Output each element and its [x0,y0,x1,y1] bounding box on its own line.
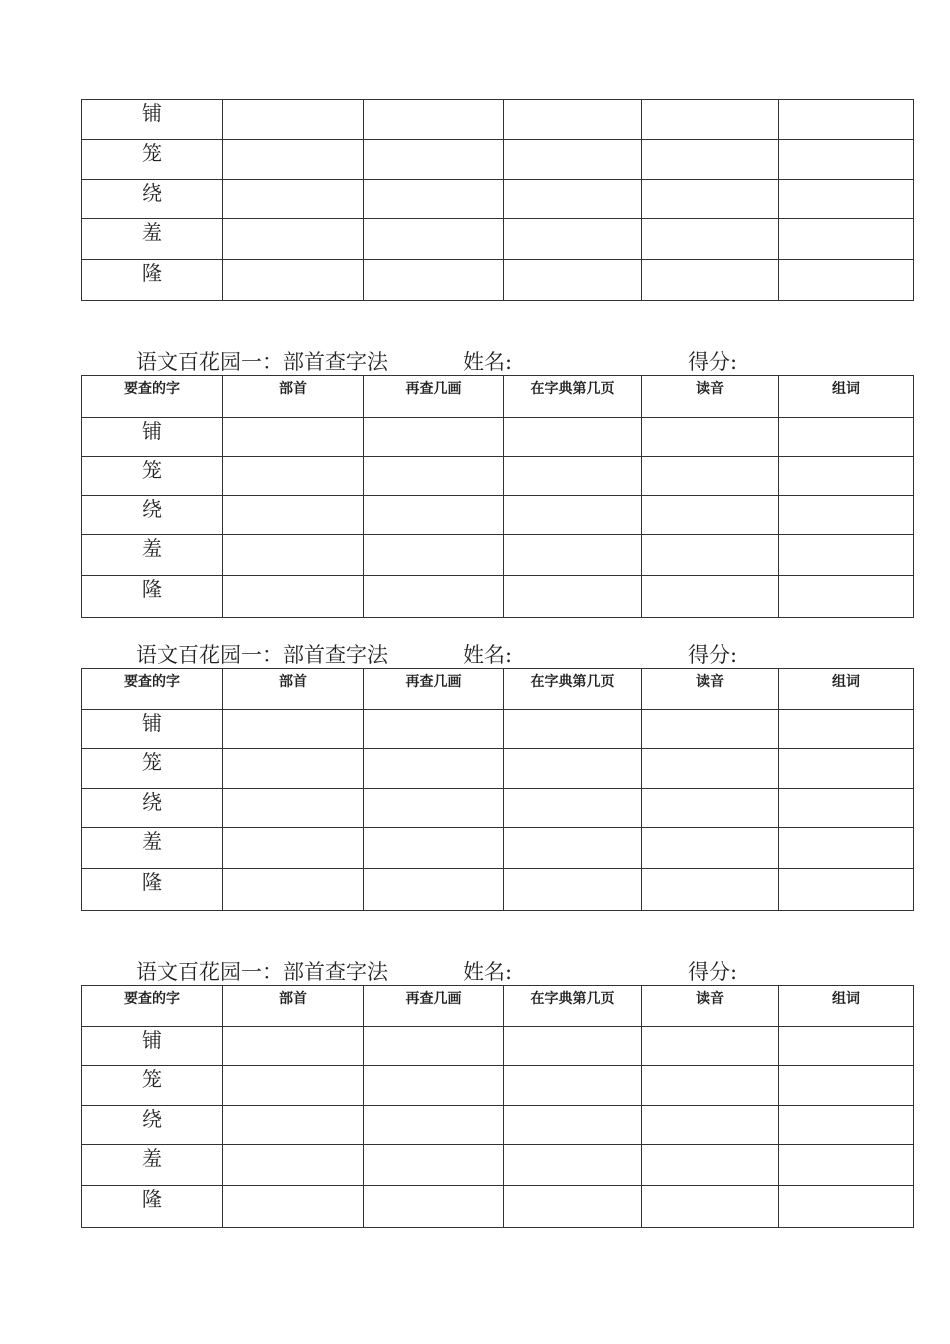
score-label: 得分: [688,643,738,667]
pronunciation-cell[interactable] [642,749,779,789]
header-radical: 部首 [223,986,364,1027]
header-character: 要查的字 [82,376,223,418]
character-cell: 铺 [82,100,223,140]
stroke-count-cell[interactable] [364,1066,504,1106]
table-row [82,869,914,911]
stroke-count-cell[interactable] [364,496,504,535]
page-number-cell[interactable] [504,869,642,911]
radical-cell[interactable] [223,1145,364,1186]
pronunciation-cell[interactable] [642,418,779,457]
page-number-cell[interactable] [504,457,642,496]
radical-cell[interactable] [223,1186,364,1228]
word-cell[interactable] [779,457,914,496]
header-page-number: 在字典第几页 [504,376,642,418]
name-label: 姓名: [463,960,513,984]
page-number-cell[interactable] [504,789,642,828]
radical-cell[interactable] [223,749,364,789]
radical-cell[interactable] [223,140,364,180]
header-character: 要查的字 [82,986,223,1027]
header-page-number: 在字典第几页 [504,986,642,1027]
header-row [82,376,914,418]
character-cell: 隆 [82,1186,223,1228]
table-row [82,1145,914,1186]
header-row [82,986,914,1027]
stroke-count-cell[interactable] [364,1145,504,1186]
word-cell[interactable] [779,789,914,828]
page-number-cell[interactable] [504,1106,642,1145]
page-number-cell[interactable] [504,1145,642,1186]
radical-cell[interactable] [223,457,364,496]
radical-cell[interactable] [223,535,364,576]
header-row [82,669,914,710]
word-cell[interactable] [779,1027,914,1066]
radical-cell[interactable] [223,260,364,301]
worksheet-title-line [0,348,950,376]
stroke-count-cell[interactable] [364,828,504,869]
page-number-cell[interactable] [504,496,642,535]
character-cell: 笼 [82,457,223,496]
table-row [82,710,914,749]
character-table-2 [81,668,914,911]
stroke-count-cell[interactable] [364,457,504,496]
header-page-number: 在字典第几页 [504,669,642,710]
character-cell: 隆 [82,576,223,618]
page-number-cell[interactable] [504,260,642,301]
header-radical: 部首 [223,376,364,418]
table-row [82,535,914,576]
header-pronunciation: 读音 [642,669,779,710]
pronunciation-cell[interactable] [642,1027,779,1066]
character-cell: 绕 [82,789,223,828]
page-number-cell[interactable] [504,1027,642,1066]
page-number-cell[interactable] [504,140,642,180]
pronunciation-cell[interactable] [642,100,779,140]
character-cell: 绕 [82,496,223,535]
header-pronunciation: 读音 [642,376,779,418]
word-cell[interactable] [779,140,914,180]
stroke-count-cell[interactable] [364,100,504,140]
page-number-cell[interactable] [504,535,642,576]
character-cell: 绕 [82,1106,223,1145]
table-row [82,219,914,260]
word-cell[interactable] [779,1186,914,1228]
stroke-count-cell[interactable] [364,1186,504,1228]
word-cell[interactable] [779,418,914,457]
page-number-cell[interactable] [504,418,642,457]
pronunciation-cell[interactable] [642,180,779,219]
header-pronunciation: 读音 [642,986,779,1027]
radical-cell[interactable] [223,710,364,749]
table-row [82,1186,914,1228]
pronunciation-cell[interactable] [642,1106,779,1145]
worksheet-title: 语文百花园一：部首查字法 [136,350,388,374]
word-cell[interactable] [779,260,914,301]
worksheet-title-line [0,958,950,986]
word-cell[interactable] [779,749,914,789]
word-cell[interactable] [779,100,914,140]
pronunciation-cell[interactable] [642,869,779,911]
table-row [82,1027,914,1066]
pronunciation-cell[interactable] [642,789,779,828]
radical-cell[interactable] [223,869,364,911]
word-cell[interactable] [779,828,914,869]
word-cell[interactable] [779,869,914,911]
header-stroke-count: 再查几画 [364,669,504,710]
stroke-count-cell[interactable] [364,180,504,219]
stroke-count-cell[interactable] [364,1027,504,1066]
word-cell[interactable] [779,1145,914,1186]
character-table-0 [81,99,914,301]
score-label: 得分: [688,960,738,984]
radical-cell[interactable] [223,576,364,618]
radical-cell[interactable] [223,180,364,219]
stroke-count-cell[interactable] [364,749,504,789]
word-cell[interactable] [779,1066,914,1106]
table-row [82,749,914,789]
pronunciation-cell[interactable] [642,1066,779,1106]
page-number-cell[interactable] [504,576,642,618]
word-cell[interactable] [779,180,914,219]
character-cell: 铺 [82,1027,223,1066]
header-stroke-count: 再查几画 [364,986,504,1027]
table-row [82,576,914,618]
word-cell[interactable] [779,219,914,260]
character-cell: 羞 [82,828,223,869]
character-cell: 铺 [82,418,223,457]
radical-cell[interactable] [223,1106,364,1145]
radical-cell[interactable] [223,496,364,535]
character-cell: 羞 [82,219,223,260]
word-cell[interactable] [779,535,914,576]
page-number-cell[interactable] [504,828,642,869]
pronunciation-cell[interactable] [642,576,779,618]
character-table-1 [81,375,914,618]
radical-cell[interactable] [223,828,364,869]
pronunciation-cell[interactable] [642,496,779,535]
radical-cell[interactable] [223,219,364,260]
header-word: 组词 [779,986,914,1027]
stroke-count-cell[interactable] [364,576,504,618]
page-number-cell[interactable] [504,749,642,789]
header-word: 组词 [779,669,914,710]
radical-cell[interactable] [223,1027,364,1066]
radical-cell[interactable] [223,100,364,140]
page-number-cell[interactable] [504,1186,642,1228]
stroke-count-cell[interactable] [364,260,504,301]
header-stroke-count: 再查几画 [364,376,504,418]
stroke-count-cell[interactable] [364,710,504,749]
name-label: 姓名: [463,350,513,374]
character-cell: 笼 [82,1066,223,1106]
table-row [82,140,914,180]
table-row [82,789,914,828]
stroke-count-cell[interactable] [364,789,504,828]
table-row [82,1066,914,1106]
header-word: 组词 [779,376,914,418]
worksheet-title: 语文百花园一：部首查字法 [136,960,388,984]
character-cell: 铺 [82,710,223,749]
table-row [82,828,914,869]
page-number-cell[interactable] [504,710,642,749]
table-row [82,100,914,140]
character-cell: 笼 [82,749,223,789]
character-cell: 绕 [82,180,223,219]
character-cell: 笼 [82,140,223,180]
word-cell[interactable] [779,576,914,618]
stroke-count-cell[interactable] [364,869,504,911]
stroke-count-cell[interactable] [364,140,504,180]
worksheet-title: 语文百花园一：部首查字法 [136,643,388,667]
word-cell[interactable] [779,496,914,535]
radical-cell[interactable] [223,789,364,828]
stroke-count-cell[interactable] [364,1106,504,1145]
pronunciation-cell[interactable] [642,140,779,180]
name-label: 姓名: [463,643,513,667]
pronunciation-cell[interactable] [642,457,779,496]
page-number-cell[interactable] [504,1066,642,1106]
pronunciation-cell[interactable] [642,535,779,576]
word-cell[interactable] [779,1106,914,1145]
word-cell[interactable] [779,710,914,749]
stroke-count-cell[interactable] [364,535,504,576]
pronunciation-cell[interactable] [642,1186,779,1228]
character-cell: 隆 [82,260,223,301]
page-number-cell[interactable] [504,180,642,219]
radical-cell[interactable] [223,418,364,457]
pronunciation-cell[interactable] [642,710,779,749]
pronunciation-cell[interactable] [642,1145,779,1186]
table-row [82,180,914,219]
pronunciation-cell[interactable] [642,828,779,869]
page-number-cell[interactable] [504,100,642,140]
table-row [82,260,914,301]
character-cell: 羞 [82,1145,223,1186]
stroke-count-cell[interactable] [364,219,504,260]
table-row [82,418,914,457]
stroke-count-cell[interactable] [364,418,504,457]
table-row [82,457,914,496]
pronunciation-cell[interactable] [642,219,779,260]
worksheet-title-line [0,641,950,669]
table-row [82,1106,914,1145]
character-cell: 羞 [82,535,223,576]
header-character: 要查的字 [82,669,223,710]
radical-cell[interactable] [223,1066,364,1106]
character-table-3 [81,985,914,1228]
pronunciation-cell[interactable] [642,260,779,301]
character-cell: 隆 [82,869,223,911]
page-number-cell[interactable] [504,219,642,260]
header-radical: 部首 [223,669,364,710]
table-row [82,496,914,535]
score-label: 得分: [688,350,738,374]
